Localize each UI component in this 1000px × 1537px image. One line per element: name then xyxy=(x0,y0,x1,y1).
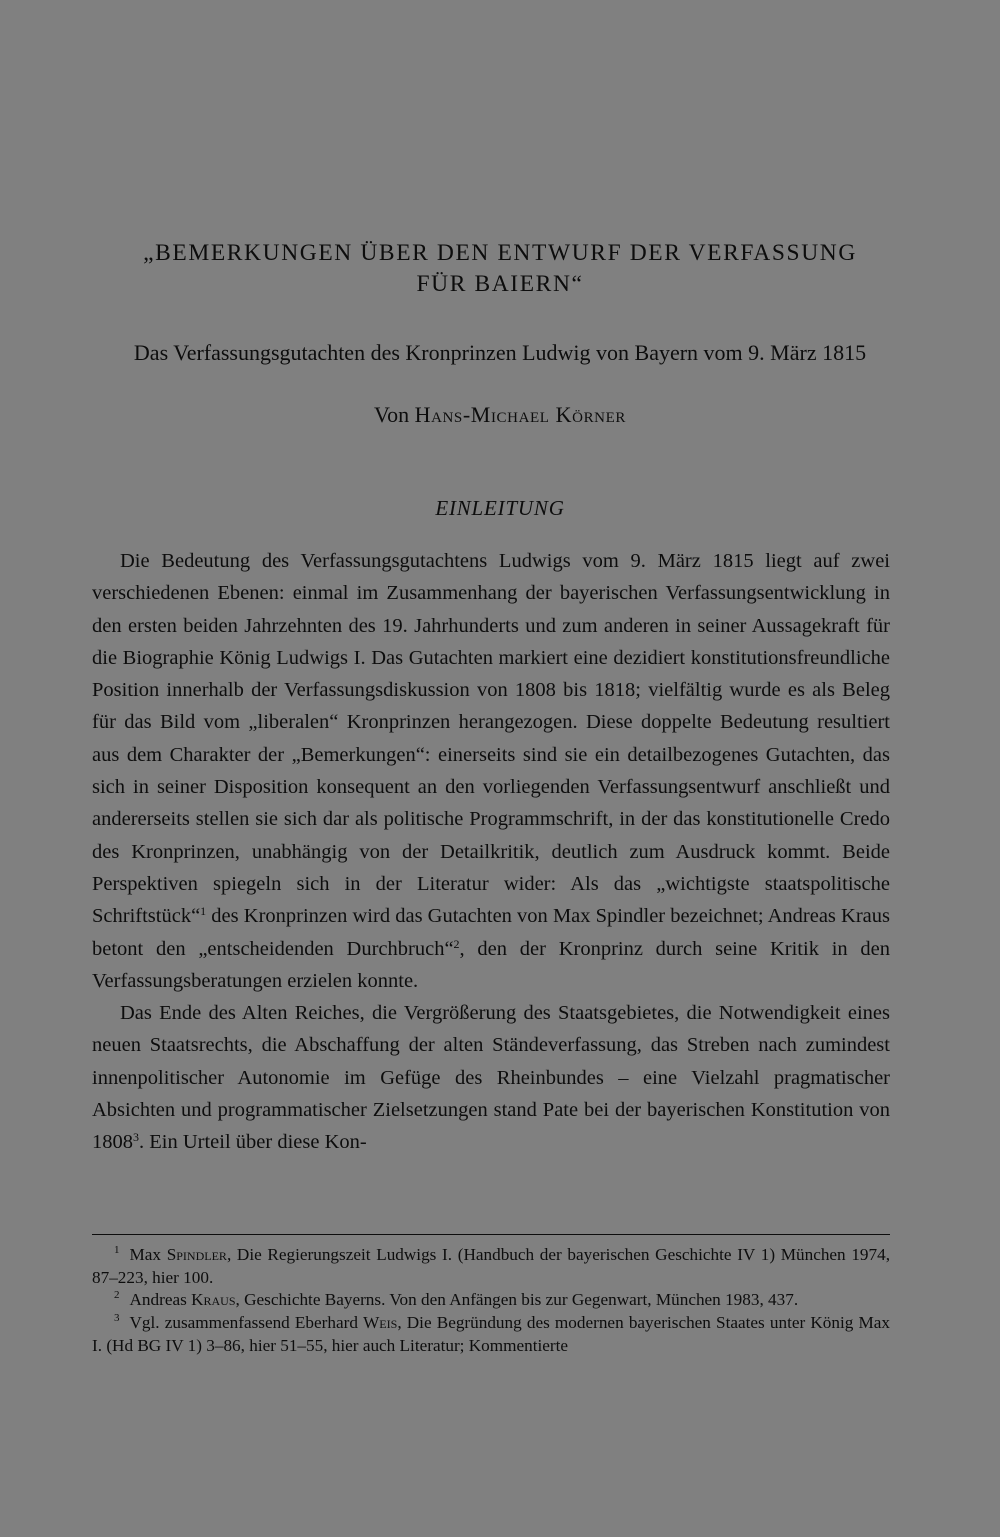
paragraph-text: Das Ende des Alten Reiches, die Vergrößerung des Staatsgebietes, die Notwendigkeit eines neuen Staatsrechts, die Abschaffung der alten Ständeverfassung, das Streben nach zumindest innenpolitischer Autonomie im Gefüge des Rheinbundes – eine Vielzahl pragmatischer Absichten und programmatischer Zielsetzungen stand Pate bei der bayerischen Konstitution von 1808 xyxy=(92,1002,890,1154)
body-paragraph xyxy=(92,997,890,1158)
footnote-number: 3 xyxy=(114,1312,120,1325)
footnote-reference[interactable]: 3 xyxy=(133,1130,139,1145)
paragraph-text: , den der Kronprinz durch seine Kritik in den Verfassungsberatungen erzielen konnte. xyxy=(92,937,890,992)
article-subtitle: Das Verfassungsgutachten des Kronprinzen Ludwig von Bayern vom 9. März 1815 xyxy=(133,340,867,365)
author-line xyxy=(92,400,908,430)
cited-author-surname: Weis xyxy=(363,1313,398,1333)
footnote-text: , Die Begründung des modernen bayerischen Staates unter König Max I. (Hd BG IV 1) 3–86, hier 51–55, hier auch Literatur; Kommentierte xyxy=(92,1313,890,1355)
footnote xyxy=(92,1244,890,1289)
footnote-number: 1 xyxy=(114,1244,120,1256)
article-title-line-1: „BEMERKUNGEN ÜBER DEN ENTWURF DER VERFASSUNG xyxy=(143,240,857,266)
author-name: Hans-Michael Körner xyxy=(414,402,626,427)
body-text xyxy=(92,545,890,1159)
footnote-text: , Die Regierungszeit Ludwigs I. (Handbuch der bayerischen Geschichte IV 1) München 1974, 87–223, hier 100. xyxy=(92,1245,890,1287)
footnote-number: 2 xyxy=(114,1289,120,1302)
footnote-text: Vgl. zusammenfassend Eberhard xyxy=(129,1313,364,1333)
author-prefix: Von xyxy=(374,402,415,427)
paragraph-text: des Kronprinzen wird das Gutachten von Max Spindler bezeichnet; Andreas Kraus betont den „entscheidenden Durchbruch“ xyxy=(92,905,890,960)
cited-author-surname: Kraus xyxy=(191,1290,236,1310)
footnote xyxy=(92,1312,890,1357)
article-title-line-2: FÜR BAIERN“ xyxy=(416,271,584,297)
paragraph-text: . Ein Urteil über diese Kon- xyxy=(139,1131,367,1154)
body-paragraph xyxy=(92,545,890,997)
footnotes xyxy=(92,1244,890,1358)
paragraph-text: Die Bedeutung des Verfassungsgutachtens Ludwigs vom 9. März 1815 liegt auf zwei verschiedenen Ebenen: einmal im Zusammenhang der bayerischen Verfassungsentwicklung in den ersten beiden Jahrzehnten des 19. Jahrhunderts und zum anderen in seiner Aussagekraft für die Biographie König Ludwigs I. Das Gutachten markiert eine dezidiert konstitutionsfreundliche Position innerhalb der Verfassungsdiskussion von 1808 bis 1818; vielfältig wurde es als Beleg für das Bild vom „liberalen“ Kronprinzen herangezogen. Diese doppelte Bedeutung resultiert aus dem Charakter der „Bemerkungen“: einerseits sind sie ein detailbezogenes Gutachten, das sich in seiner Disposition konsequent an den vorliegenden Verfassungsentwurf anschließt und andererseits stellen sie sich dar als politische Programmschrift, in der das konstitutionelle Credo des Kronprinzen, unabhängig von der Detailkritik, deutlich zum Ausdruck kommt. Beide Perspektiven spiegeln sich in der Literatur wider: Als das „wichtigste staatspolitische Schriftstück“ xyxy=(92,550,890,928)
footnote-reference[interactable]: 2 xyxy=(453,936,460,951)
footnote-separator xyxy=(92,1234,890,1235)
footnote-text: , Geschichte Bayerns. Von den Anfängen bis zur Gegenwart, München 1983, 437. xyxy=(235,1290,799,1310)
section-heading: EINLEITUNG xyxy=(435,496,565,520)
footnote xyxy=(92,1289,890,1312)
cited-author-surname: Spindler xyxy=(166,1245,227,1264)
footnote-text: Andreas xyxy=(129,1290,192,1310)
footnote-reference[interactable]: 1 xyxy=(200,904,207,919)
article-title xyxy=(92,238,908,300)
footnote-text: Max xyxy=(129,1245,167,1264)
